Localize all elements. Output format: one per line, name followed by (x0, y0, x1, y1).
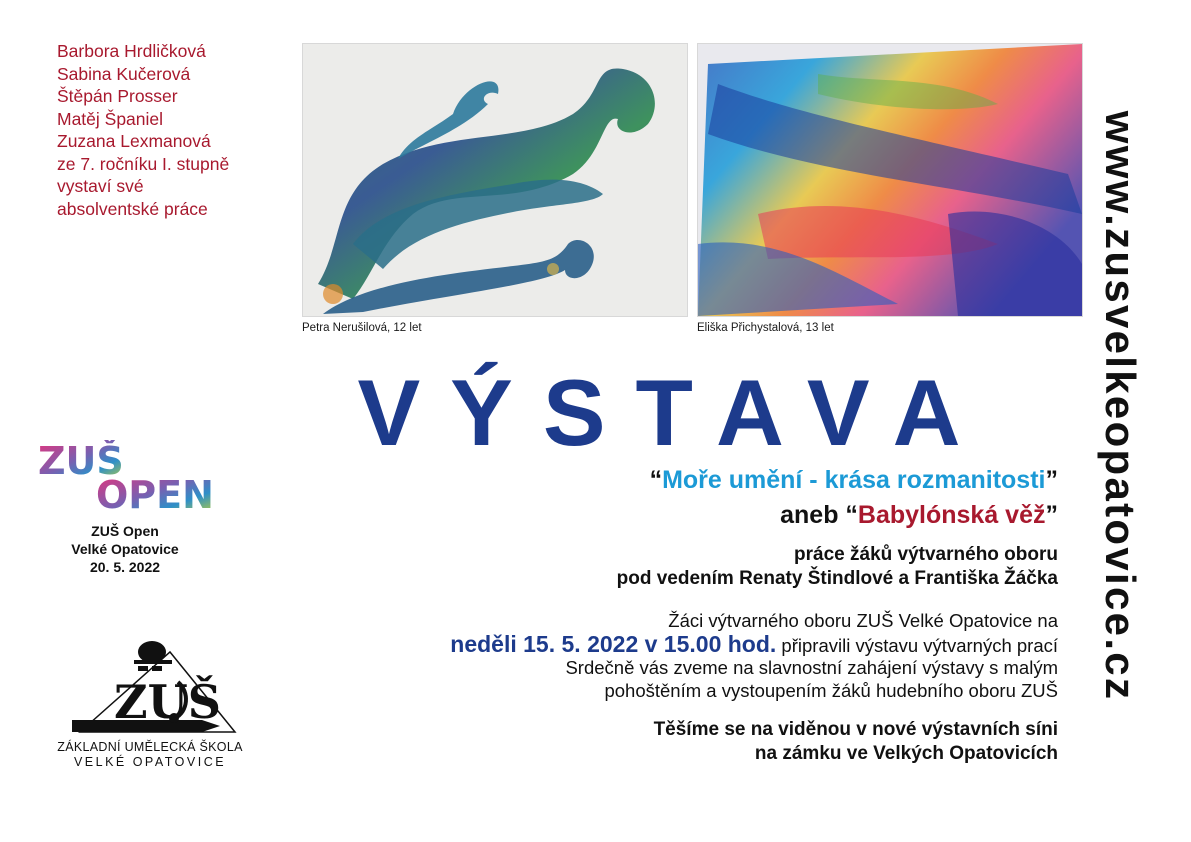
exhibitor-name: Barbora Hrdličková (57, 41, 206, 61)
closing-text (654, 718, 1058, 766)
exhibitor-list (57, 40, 229, 220)
painting-caption: Petra Nerušilová, 12 let (302, 322, 422, 334)
school-name (50, 740, 250, 770)
alt-title-text: Babylónská věž (857, 501, 1046, 529)
exhibitor-name: Štěpán Prosser (57, 86, 178, 106)
zus-open-caption-line: 20. 5. 2022 (89, 559, 161, 575)
exhibition-alt-title (780, 501, 1058, 530)
exhibition-title (650, 466, 1058, 495)
zus-open-logo-bottom: OPEN (96, 473, 214, 512)
body-line: pohoštěním a vystoupením žáků hudebního oboru ZUŠ (604, 679, 1058, 701)
body-line: Žáci výtvarného oboru ZUŠ Velké Opatovice na (668, 610, 1058, 631)
painting-caption: Eliška Přichystalová, 13 let (697, 322, 834, 334)
website-url-container (1090, 36, 1150, 776)
aneb-prefix: aneb “ (780, 501, 858, 529)
exhibitor-text: absolventské práce (57, 198, 208, 219)
zus-open-caption (40, 522, 210, 576)
closing-line: na zámku ve Velkých Opatovicích (754, 743, 1058, 764)
zus-open-logo-top: ZUŠ (38, 440, 124, 483)
painting-colors (697, 43, 1083, 317)
exhibitor-name: Matěj Španiel (57, 108, 164, 129)
exhibitor-name: Sabina Kučerová (57, 63, 191, 84)
closing-line: Těšíme se na viděnou v nové výstavních síni (653, 719, 1058, 740)
school-name-line1: ZÁKLADNÍ UMĚLECKÁ ŠKOLA (57, 740, 243, 754)
exhibitor-name: Zuzana Lexmanová (57, 131, 211, 151)
work-line: práce žáků výtvarného oboru (794, 544, 1058, 565)
body-line: Srdečně vás zveme na slavnostní zahájení výstavy s malým (565, 657, 1058, 678)
zus-open-caption-line: Velké Opatovice (71, 541, 179, 557)
exhibitor-text: vystaví své (57, 176, 144, 196)
school-logo-mark: ZUŠ (114, 675, 221, 729)
painting-waves (302, 43, 688, 317)
open-quote: “ (649, 466, 663, 494)
exhibition-title-text: Moře umění - krása rozmanitosti (662, 466, 1046, 494)
work-line: pod vedením Renaty Štindlové a Františka Žáčka (616, 568, 1058, 589)
school-logo (60, 632, 250, 740)
work-description (617, 543, 1058, 591)
school-name-line2: VELKÉ OPATOVICE (73, 755, 227, 769)
alt-close-quote: ” (1045, 501, 1058, 529)
event-date: neděli 15. 5. 2022 v 15.00 hod. (450, 630, 777, 657)
website-url[interactable]: www.zusvelkeopatovice.cz (1097, 110, 1144, 702)
exhibitor-grade: ze 7. ročníku I. stupně (57, 153, 230, 174)
zus-open-logo (38, 440, 248, 512)
invitation-text (450, 610, 1058, 702)
main-heading: VÝSTAVA (357, 360, 991, 465)
zus-open-caption-line: ZUŠ Open (91, 523, 159, 539)
body-line-rest: připravili výstavu výtvarných prací (776, 634, 1058, 656)
close-quote: ” (1045, 466, 1058, 494)
